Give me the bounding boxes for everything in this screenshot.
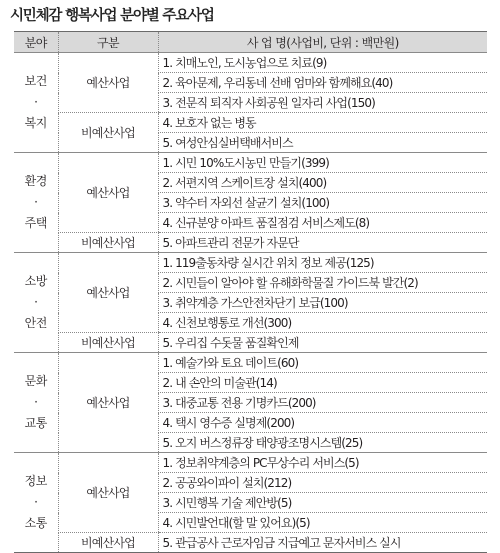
table-row bbox=[14, 253, 487, 273]
project-item: 5. 우리집 수돗물 품질확인제 bbox=[158, 333, 487, 353]
table-header-row bbox=[14, 32, 487, 53]
project-item: 2. 시민들이 알아야 할 유해화학물질 가이드북 발간(2) bbox=[158, 273, 487, 293]
type-cell: 예산사업 bbox=[58, 53, 158, 113]
field-cell bbox=[14, 253, 58, 353]
table-row bbox=[14, 53, 487, 73]
type-cell: 예산사업 bbox=[58, 453, 158, 533]
field-label-part: · bbox=[34, 495, 38, 509]
project-item: 4. 시민발언대(할 말 있어요)(5) bbox=[158, 513, 487, 533]
table-row bbox=[14, 453, 487, 473]
project-item: 3. 취약계층 가스안전차단기 보급(100) bbox=[158, 293, 487, 313]
type-cell: 예산사업 bbox=[58, 353, 158, 453]
field-label-part: · bbox=[34, 95, 38, 109]
field-label-part: · bbox=[34, 295, 38, 309]
project-item: 4. 택시 영수증 실명제(200) bbox=[158, 413, 487, 433]
project-item: 1. 119출동차량 실시간 위치 정보 제공(125) bbox=[158, 253, 487, 273]
document-title: 시민체감 행복사업 분야별 주요사업 bbox=[10, 8, 214, 24]
table-row bbox=[14, 353, 487, 373]
field-cell bbox=[14, 353, 58, 453]
project-item: 5. 아파트관리 전문가 자문단 bbox=[158, 233, 487, 253]
header-field: 분야 bbox=[14, 32, 58, 53]
project-item: 2. 서편지역 스케이트장 설치(400) bbox=[158, 173, 487, 193]
header-project: 사 업 명(사업비, 단위 : 백만원) bbox=[158, 32, 487, 53]
field-label-part: 정보 bbox=[24, 474, 47, 488]
table-body bbox=[14, 53, 487, 553]
field-label-part: · bbox=[34, 195, 38, 209]
project-item: 3. 전문직 퇴직자 사회공원 일자리 사업(150) bbox=[158, 93, 487, 113]
field-cell bbox=[14, 53, 58, 153]
type-cell: 비예산사업 bbox=[58, 233, 158, 253]
table-row bbox=[14, 233, 487, 253]
field-label-part: 환경 bbox=[24, 174, 47, 188]
project-item: 2. 공공와이파이 설치(212) bbox=[158, 473, 487, 493]
field-cell bbox=[14, 453, 58, 553]
project-item: 1. 치매노인, 도시농업으로 치료(9) bbox=[158, 53, 487, 73]
field-label-part: 소방 bbox=[24, 274, 47, 288]
project-table bbox=[14, 31, 487, 553]
project-item: 3. 시민행복 기술 제안방(5) bbox=[158, 493, 487, 513]
project-item: 3. 대중교통 전용 기명카드(200) bbox=[158, 393, 487, 413]
project-item: 4. 신규분양 아파트 품질점검 서비스제도(8) bbox=[158, 213, 487, 233]
project-item: 2. 육아문제, 우리동네 선배 엄마와 함께해요(40) bbox=[158, 73, 487, 93]
field-label-part: 주택 bbox=[24, 216, 47, 230]
project-item: 1. 시민 10%도시농민 만들기(399) bbox=[158, 153, 487, 173]
type-cell: 예산사업 bbox=[58, 153, 158, 233]
field-label-part: 복지 bbox=[24, 116, 47, 130]
table-row bbox=[14, 333, 487, 353]
project-item: 2. 내 손안의 미술관(14) bbox=[158, 373, 487, 393]
table-row bbox=[14, 113, 487, 133]
field-label-part: 교통 bbox=[24, 416, 47, 430]
table-row bbox=[14, 533, 487, 553]
project-item: 4. 신천보행통로 개선(300) bbox=[158, 313, 487, 333]
project-item: 4. 보호자 없는 병동 bbox=[158, 113, 487, 133]
header-type: 구분 bbox=[58, 32, 158, 53]
type-cell: 비예산사업 bbox=[58, 533, 158, 553]
project-item: 3. 약수터 자외선 살균기 설치(100) bbox=[158, 193, 487, 213]
project-item: 1. 정보취약계층의 PC무상수리 서비스(5) bbox=[158, 453, 487, 473]
field-label-part: 안전 bbox=[24, 316, 47, 330]
type-cell: 비예산사업 bbox=[58, 333, 158, 353]
project-item: 5. 관급공사 근로자임금 지급예고 문자서비스 실시 bbox=[158, 533, 487, 553]
project-item: 5. 여성안심실버택배서비스 bbox=[158, 133, 487, 153]
field-label-part: 문화 bbox=[24, 374, 47, 388]
table-row bbox=[14, 153, 487, 173]
field-cell bbox=[14, 153, 58, 253]
field-label-part: 소통 bbox=[24, 516, 47, 530]
type-cell: 비예산사업 bbox=[58, 113, 158, 153]
project-item: 5. 오지 버스정류장 태양광조명시스템(25) bbox=[158, 433, 487, 453]
field-label-part: · bbox=[34, 395, 38, 409]
type-cell: 예산사업 bbox=[58, 253, 158, 333]
project-item: 1. 예술가와 토요 데이트(60) bbox=[158, 353, 487, 373]
field-label-part: 보건 bbox=[24, 74, 47, 88]
